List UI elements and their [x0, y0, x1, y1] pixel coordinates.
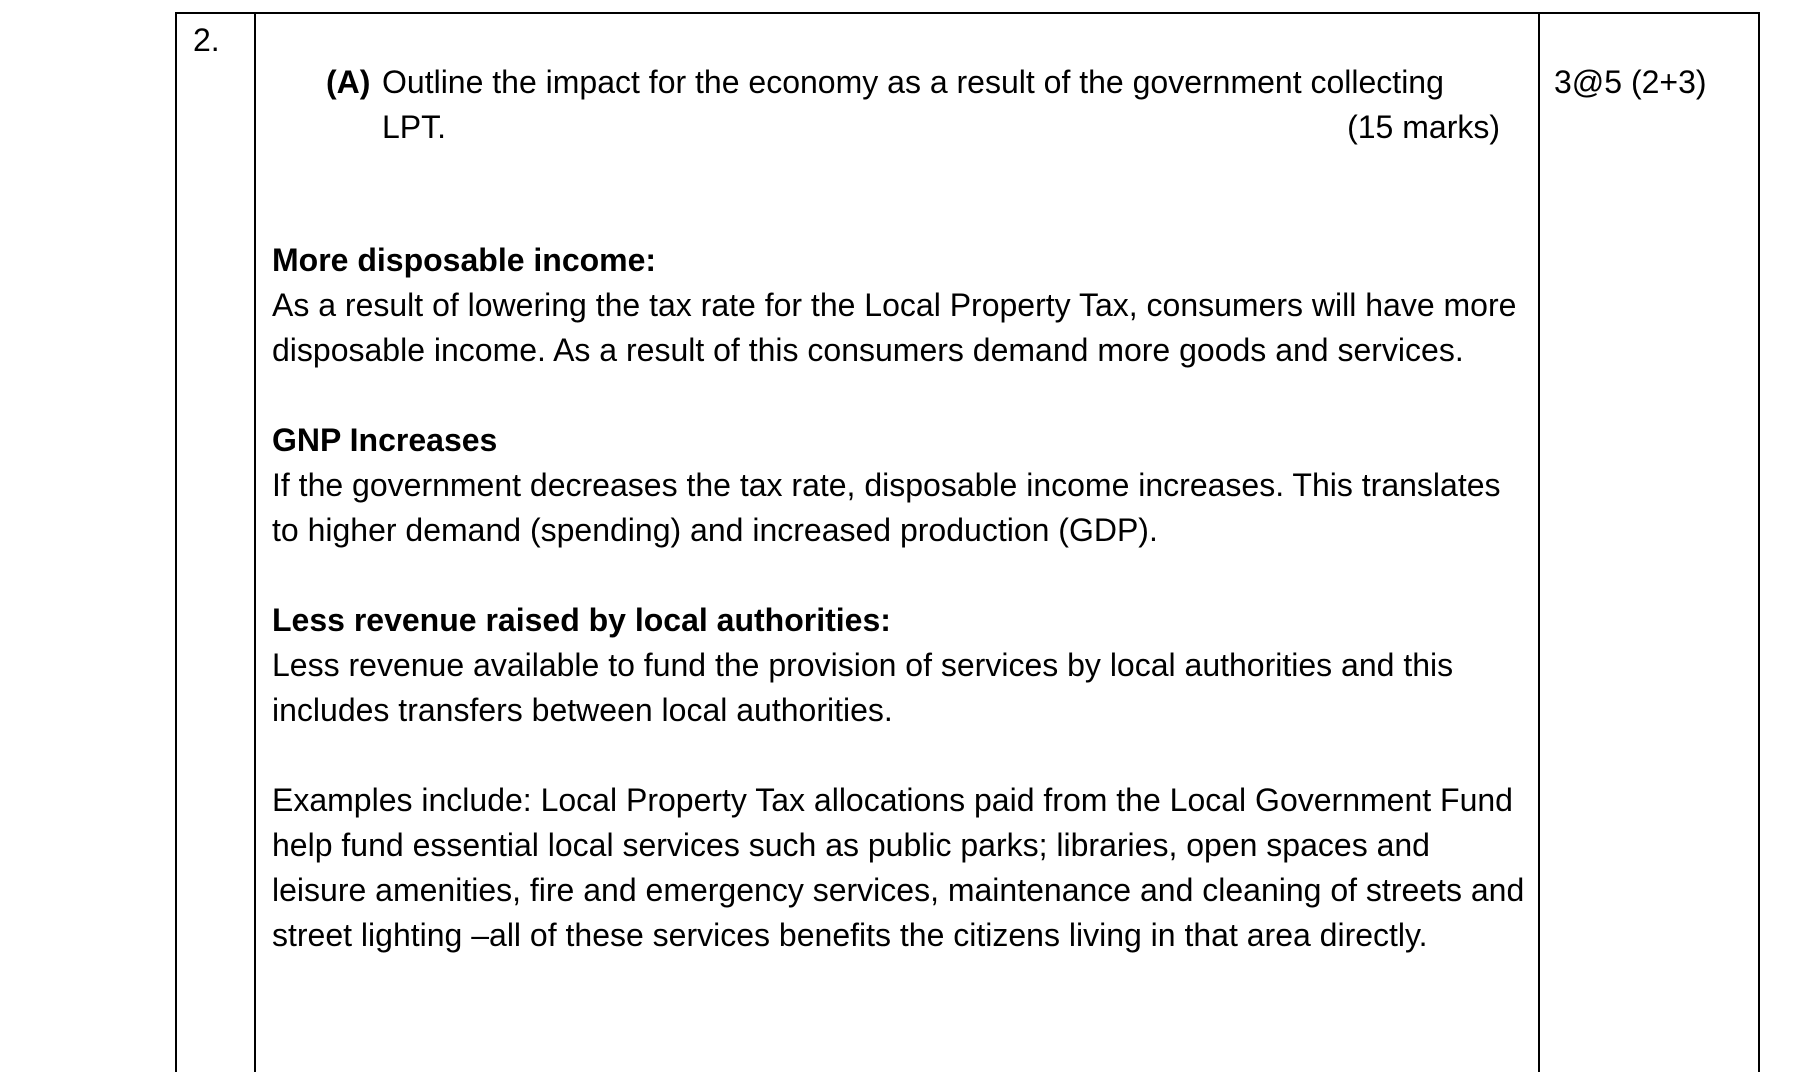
- question-part: [326, 60, 1516, 150]
- column-divider-marks: [1538, 14, 1540, 1072]
- section-body: As a result of lowering the tax rate for the Local Property Tax, consumers will have more disposable income. As a result of this consumers demand more goods and services.: [272, 287, 1517, 368]
- answer-content: [272, 238, 1532, 1003]
- section-heading: Less revenue raised by local authorities:: [272, 602, 891, 638]
- part-marks: (15 marks): [1347, 109, 1500, 145]
- answer-section-gnp: [272, 418, 1532, 553]
- column-divider-question: [254, 14, 256, 1072]
- answer-section-examples: [272, 778, 1532, 958]
- section-heading: GNP Increases: [272, 422, 498, 458]
- answer-section-disposable-income: [272, 238, 1532, 373]
- part-question-text: Outline the impact for the economy as a result of the government collecting LPT.: [382, 64, 1444, 145]
- part-letter: (A): [326, 64, 371, 100]
- marking-scheme: 3@5 (2+3): [1554, 64, 1707, 100]
- section-body: Less revenue available to fund the provision of services by local authorities and this includes transfers between local authorities.: [272, 647, 1454, 728]
- section-body: Examples include: Local Property Tax allocations paid from the Local Government Fund help fund essential local services such as public parks; libraries, open spaces and leisure amenities, fire and emergency services, maintenance and cleaning of streets and street lighting –all of these services benefits the citizens living in that area directly.: [272, 782, 1525, 953]
- section-body: If the government decreases the tax rate, disposable income increases. This translates to higher demand (spending) and increased production (GDP).: [272, 467, 1501, 548]
- answer-section-local-revenue: [272, 598, 1532, 733]
- section-heading: More disposable income:: [272, 242, 657, 278]
- question-number: 2.: [193, 22, 220, 58]
